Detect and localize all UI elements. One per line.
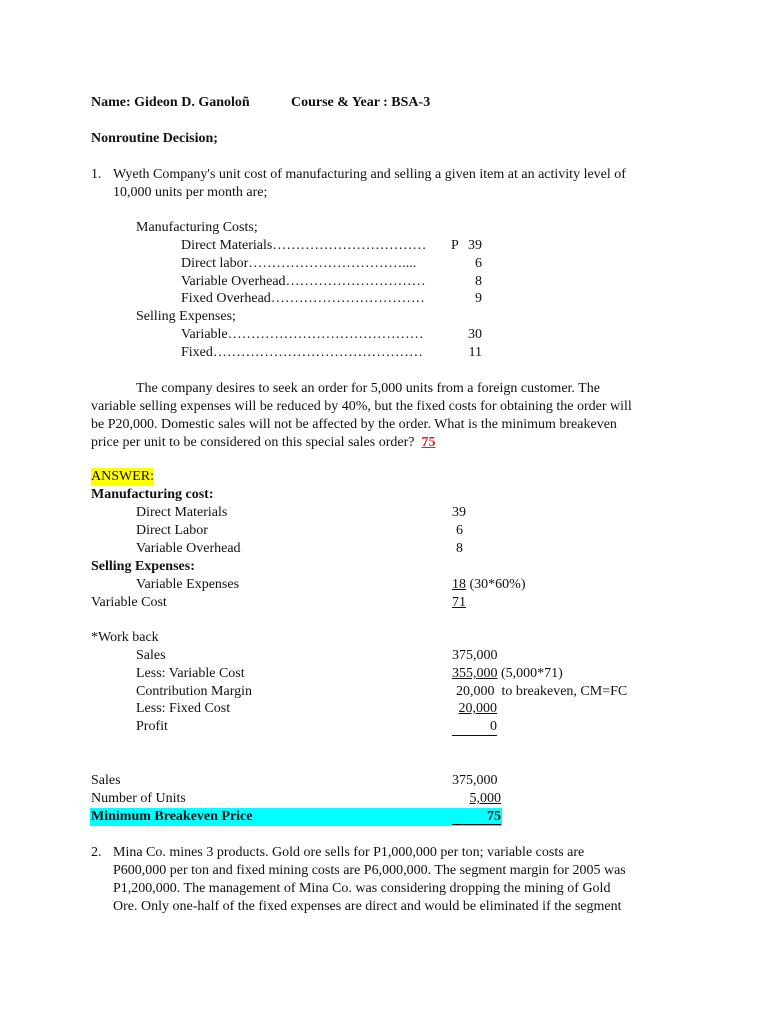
answer-row-value: 18 (30*60%) <box>452 577 526 592</box>
course-year: Course & Year : BSA-3 <box>291 95 431 110</box>
question-paragraph-line: be P20,000. Domestic sales will not be affected by the order. What is the minimum breakeven <box>91 417 617 432</box>
variable-cost-label: Variable Cost <box>91 595 167 610</box>
work-back-row-label: Sales <box>136 648 166 663</box>
work-back-row-label: Less: Variable Cost <box>136 666 245 681</box>
question-number: 2. <box>91 845 102 860</box>
profit-underline <box>452 735 497 736</box>
question-paragraph-line: The company desires to seek an order for 5,000 units from a foreign customer. The <box>136 381 600 396</box>
summary-row-value: 375,000 <box>452 773 498 788</box>
answer-label: ANSWER: <box>91 469 154 484</box>
work-back-row-value: 20,000 <box>458 701 497 716</box>
answer-row-value: 39 <box>452 505 466 520</box>
cost-item-prefix: P <box>451 238 459 253</box>
work-back-row-label: Profit <box>136 719 168 734</box>
work-back-row-label: Contribution Margin <box>136 684 253 699</box>
inline-answer: 75 <box>421 435 436 450</box>
cost-item-label: Variable…………………………………… <box>181 327 424 342</box>
selling-expenses-heading: Selling Expenses: <box>91 559 195 574</box>
cost-item-value: 30 <box>468 327 482 342</box>
answer-row-label: Direct Materials <box>136 505 228 520</box>
work-back-row-value: 355,000 (5,000*71) <box>452 666 563 681</box>
work-back-row-label: Less: Fixed Cost <box>136 701 231 716</box>
student-name: Name: Gideon D. Ganoloñ <box>91 95 250 110</box>
summary-row-label: Sales <box>91 773 121 788</box>
minimum-breakeven-value: 75 <box>487 809 501 824</box>
manufacturing-costs-heading: Manufacturing Costs; <box>136 220 258 235</box>
selling-expenses-heading: Selling Expenses; <box>136 309 236 324</box>
question-2-line: Ore. Only one-half of the fixed expenses are direct and would be eliminated if the segment <box>113 899 622 914</box>
question-intro-line: 10,000 units per month are; <box>113 185 268 200</box>
manufacturing-cost-heading: Manufacturing cost: <box>91 487 214 502</box>
cost-item-value: 9 <box>475 291 482 306</box>
question-paragraph-line: variable selling expenses will be reduced by 40%, but the fixed costs for obtaining the order will <box>91 399 632 414</box>
cost-item-label: Direct Materials…………………………… <box>181 238 427 253</box>
work-back-row-value: 375,000 <box>452 648 498 663</box>
cost-item-value: 39 <box>468 238 482 253</box>
cost-item-label: Fixed Overhead…………………………… <box>181 291 425 306</box>
cost-item-value: 6 <box>475 256 482 271</box>
summary-row-value: 5,000 <box>469 791 501 806</box>
answer-row-label: Variable Expenses <box>136 577 240 592</box>
question-paragraph-line: price per unit to be considered on this special sales order? 75 <box>91 435 436 450</box>
cost-item-label: Direct labor…………………………….... <box>181 256 417 271</box>
work-back-row-value: 0 <box>490 719 497 734</box>
question-2-line: Mina Co. mines 3 products. Gold ore sells for P1,000,000 per ton; variable costs are <box>113 845 585 860</box>
question-2-line: P1,200,000. The management of Mina Co. was considering dropping the mining of Gold <box>113 881 611 896</box>
cost-item-label: Fixed……………………………………… <box>181 345 423 360</box>
cost-item-value: 8 <box>475 274 482 289</box>
cost-item-label: Variable Overhead………………………… <box>181 274 426 289</box>
variable-cost-value: 71 <box>452 595 466 610</box>
minimum-breakeven-label: Minimum Breakeven Price <box>91 809 253 824</box>
section-title: Nonroutine Decision; <box>91 131 218 146</box>
work-back-label: *Work back <box>91 630 159 645</box>
cost-item-value: 11 <box>468 345 482 360</box>
minimum-breakeven-underline <box>452 824 501 825</box>
answer-row-label: Direct Labor <box>136 523 208 538</box>
question-2-line: P600,000 per ton and fixed mining costs are P6,000,000. The segment margin for 2005 was <box>113 863 626 878</box>
answer-row-value: 8 <box>456 541 463 556</box>
question-intro-line: Wyeth Company's unit cost of manufacturing and selling a given item at an activity level of <box>113 167 626 182</box>
answer-row-label: Variable Overhead <box>136 541 241 556</box>
question-number: 1. <box>91 167 102 182</box>
work-back-row-value: 20,000 to breakeven, CM=FC <box>456 684 628 699</box>
answer-row-value: 6 <box>456 523 463 538</box>
summary-row-label: Number of Units <box>91 791 186 806</box>
